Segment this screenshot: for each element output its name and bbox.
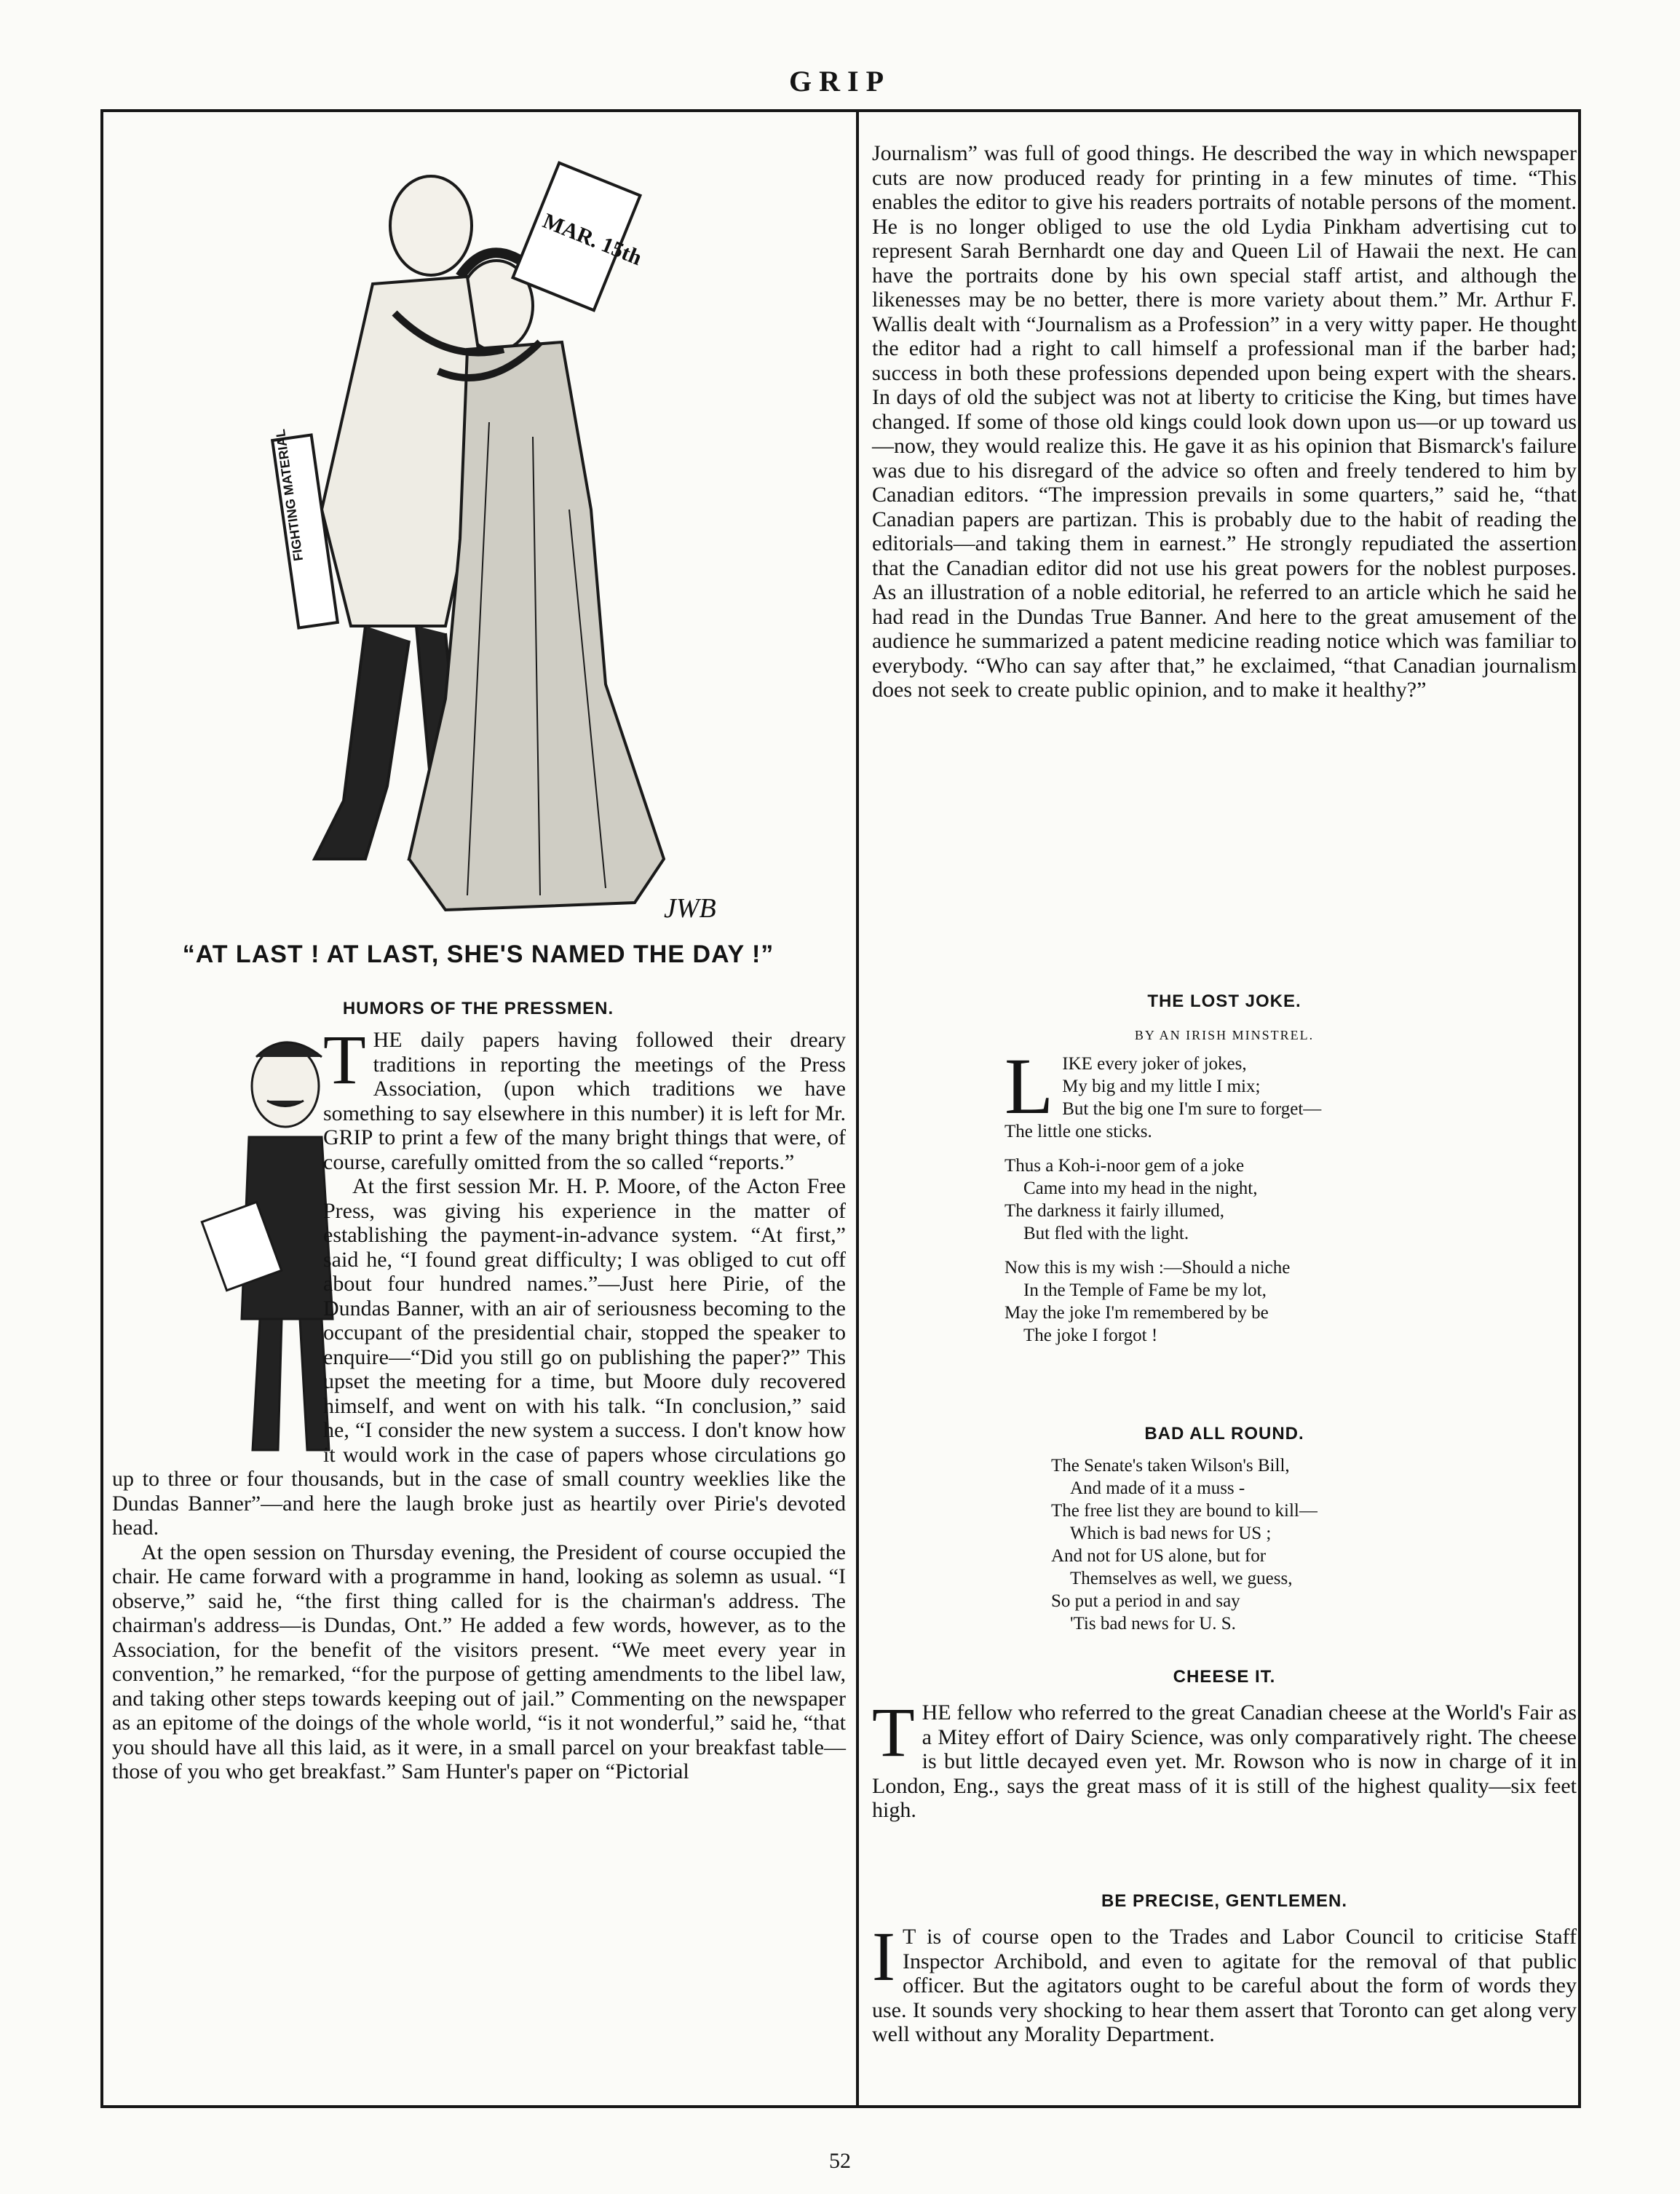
poem-dropcap: L — [1005, 1042, 1054, 1130]
poem-line: My big and my little I mix; — [1062, 1077, 1261, 1096]
humors-paragraph-4: Journalism” was full of good things. He described the way in which newspaper cuts are now produced ready for printing in a few minutes of time. “This enables the editor to give his readers portraits of notable persons of the moment. He is no longer obliged to use the old Lydia Pinkham advertising cut to represent Sarah Bernhardt one day and Queen Lil of Hawaii the next. He can have the portraits done by his own special staff artist, and although the likenesses may be no better, there is more variety about them.” Mr. Arthur F. Wallis dealt with “Journalism as a Profession” in a very witty paper. He thought the editor had a right to call himself a professional man if the barber had; success in both these professions depended upon being expert with the shears. In days of old the subject was not at liberty to criticise the King, but times have changed. If some of those old kings could look down upon us—or up toward us—now, they would realize this. He gave it as his opinion that Bismarck's failure was due to his disregard of the advice so often and freely tendered to him by Canadian editors. “The impression prevails in some quarters,” said he, “that Canadian papers are partizan. This is probably due to the habit of reading the editorials—and taking them in earnest.” He strongly repudiated the assertion that the Canadian editor did not use his great powers for the noblest purposes. As an illustration of a noble editorial, he referred to an article which he said he had read in the Dundas True Banner. And here to the great amusement of the audience he summarized a patent medicine reading notice which was familiar to everybody. “Who can say after that,” he exclaimed, “that Canadian journalism does not seek to create public opinion, and to make it healthy?” — [872, 141, 1577, 702]
left-column — [111, 109, 846, 2108]
be-precise-article — [872, 1917, 1577, 2047]
poem-line: In the Temple of Fame be my lot, — [1023, 1280, 1267, 1300]
poem-line: 'Tis bad news for U. S. — [1070, 1614, 1236, 1633]
artist-signature: JWB — [664, 893, 716, 924]
bad-all-round-poem — [1051, 1454, 1459, 1635]
poem-line: Which is bad news for US ; — [1070, 1524, 1272, 1543]
humors-continued — [872, 141, 1577, 702]
be-precise-heading: BE PRECISE, GENTLEMEN. — [1101, 1891, 1348, 1911]
poem-line: The Senate's taken Wilson's Bill, — [1051, 1456, 1290, 1476]
poem-line: So put a period in and say — [1051, 1591, 1240, 1611]
poem-stanza — [1005, 1042, 1441, 1143]
humors-paragraph-2: At the first session Mr. H. P. Moore, of the Acton Free Press, was giving his experience in the matter of establishing the payment-in-advance system. “At first,” said he, “I found great difficulty; I was obliged to cut off about four hundred names.”—Just here Pirie, of the Dundas Banner, with an air of seriousness becoming to the occupant of the presidential chair, stopped the speaker to enquire—“Did you still go on publishing the paper?” This upset the meeting for a time, but Moore duly recovered himself, and went on with his talk. “In conclusion,” said he, “I consider the new system a success. I don't know how it would work in the case of papers whose circulations go up to three or four thousands, but in the case of small country weeklies like the Dundas Banner”—and here the laugh broke just as heartily over Pirie's devoted head. — [112, 1174, 846, 1540]
humors-article — [112, 1021, 846, 1784]
cheese-dropcap: T — [872, 1693, 915, 1771]
cheese-text: HE fellow who referred to the great Canadian cheese at the World's Fair as a Mitey effort of Dairy Science, was only comparatively right. The cheese is but little decayed even yet. Mr. Rowson who is now in charge of it in London, Eng., says the great mass of it is still of the highest quality—six feet high. — [872, 1700, 1577, 1822]
lost-joke-poem — [1005, 1042, 1441, 1358]
humors-paragraph-1: HE daily papers having followed their dreary traditions in reporting the meetings of the Press Association, (upon which traditions we have something to say elsewhere in this number) it is left for Mr. GRIP to print a few of the many bright things that were, of course, carefully omitted from the so called “reports.” — [323, 1028, 846, 1174]
precise-dropcap: I — [872, 1917, 895, 1995]
poem-line: Thus a Koh-i-noor gem of a joke — [1005, 1156, 1245, 1176]
sign-text: MAR. 15th — [539, 208, 646, 271]
humors-heading: HUMORS OF THE PRESSMEN. — [342, 999, 614, 1018]
scroll-text: FIGHTING MATERIAL — [272, 428, 306, 562]
cheese-it-heading: CHEESE IT. — [1173, 1667, 1276, 1687]
poem-line: Came into my head in the night, — [1023, 1179, 1258, 1198]
cheese-it-article — [872, 1693, 1577, 1823]
poem-line: And not for US alone, but for — [1051, 1546, 1267, 1566]
poem-line: IKE every joker of jokes, — [1062, 1054, 1247, 1074]
poem-line: But the big one I'm sure to forget— — [1062, 1099, 1322, 1119]
poem-stanza — [1005, 1155, 1441, 1245]
lost-joke-byline: BY AN IRISH MINSTREL. — [1134, 1028, 1315, 1042]
right-column — [869, 109, 1580, 2108]
humors-dropcap: T — [323, 1021, 366, 1098]
poem-line: May the joke I'm remembered by be — [1005, 1303, 1269, 1323]
masthead: GRIP — [789, 65, 891, 98]
page-number: 52 — [829, 2149, 851, 2173]
poem-line: The darkness it fairly illumed, — [1005, 1201, 1225, 1221]
poem-line: But fled with the light. — [1023, 1224, 1189, 1243]
poem-line: The little one sticks. — [1005, 1122, 1152, 1141]
column-rule — [856, 109, 859, 2108]
poem-line: And made of it a muss - — [1070, 1478, 1245, 1498]
precise-text: T is of course open to the Trades and Labor Council to criticise Staff Inspector Archibold, and even to agitate for the removal of that public officer. But the agitators ought to be careful about the form of words they use. It sounds very shocking to hear them assert that Toronto can get along very well without any Morality Department. — [872, 1925, 1577, 2046]
poem-line: Themselves as well, we guess, — [1070, 1569, 1293, 1588]
poem-stanza — [1005, 1256, 1441, 1347]
poem-line: The free list they are bound to kill— — [1051, 1501, 1318, 1521]
bad-all-round-heading: BAD ALL ROUND. — [1144, 1424, 1304, 1443]
humors-paragraph-3: At the open session on Thursday evening, the President of course occupied the chair. He came forward with a programme in hand, looking as solemn as usual. “I observe,” said he, “the first thing called for is the chairman's address. The chairman's address—is Dundas, Ont.” He added a few words, however, as to the Association, for the benefit of the visitors present. “We meet every year in convention,” he remarked, “for the purpose of getting amendments to the libel law, and taking other steps towards keeping out of jail.” Commenting on the newspaper as an epitome of the doings of the whole world, “is it not wonderful,” said he, “that you should have all this laid, as it were, in a small parcel on your breakfast table—those of you who get breakfast.” Sam Hunter's paper on “Pictorial — [112, 1540, 846, 1783]
cartoon-caption: “AT LAST ! AT LAST, SHE'S NAMED THE DAY !” — [182, 940, 774, 968]
poem-line: Now this is my wish :—Should a niche — [1005, 1258, 1291, 1278]
lost-joke-heading: THE LOST JOKE. — [1147, 991, 1301, 1011]
cartoon-illustration — [227, 131, 780, 932]
poem-line: The joke I forgot ! — [1023, 1326, 1158, 1345]
